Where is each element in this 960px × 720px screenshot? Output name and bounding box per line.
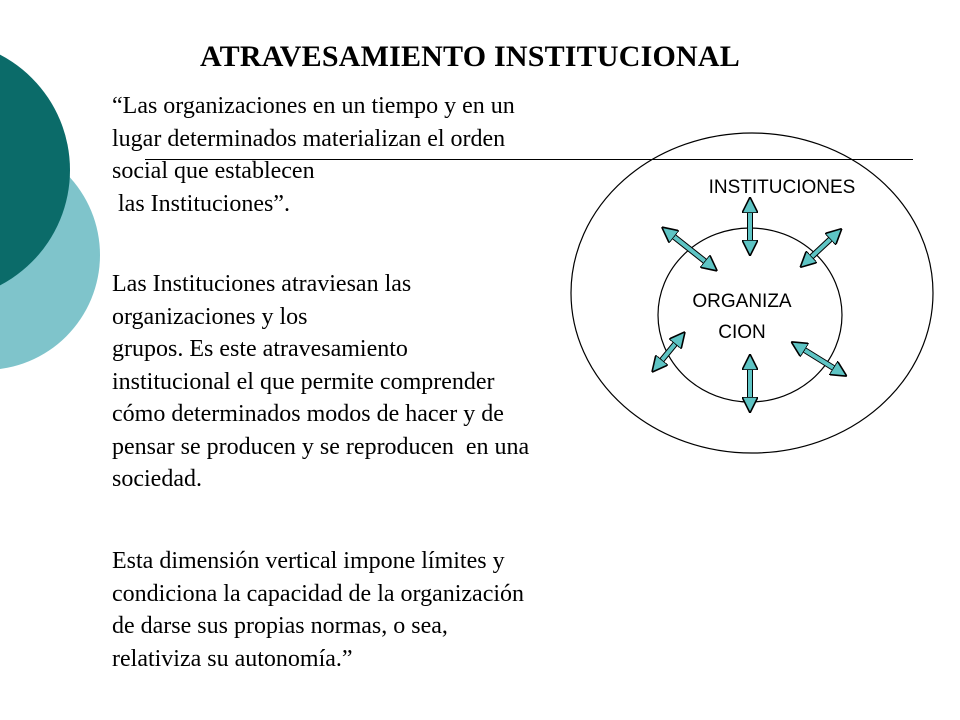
text-line: Las Instituciones atraviesan las (112, 271, 412, 297)
double-arrow (806, 234, 836, 262)
institutions-label: INSTITUCIONES (708, 177, 856, 198)
text-line: condiciona la capacidad de la organización (112, 580, 525, 607)
text-line: de darse sus propias normas, o sea, (112, 613, 448, 639)
organization-label-line1: ORGANIZA (692, 291, 792, 312)
text-line: Esta dimensión vertical impone límites y (112, 548, 505, 574)
text-line: las Instituciones”. (112, 190, 290, 217)
text-line: grupos. Es este atravesamiento (112, 336, 408, 362)
text-line: “Las organizaciones en un tiempo y en un (112, 93, 515, 119)
text-line: cómo determinados modos de hacer y de (112, 401, 504, 427)
text-line: lugar determinados materializan el orden (112, 125, 506, 152)
double-arrow (657, 338, 680, 366)
organization-label-line2: CION (718, 322, 766, 343)
text-line: sociedad. (112, 466, 202, 492)
text-line: institucional el que permite comprender (112, 368, 495, 395)
text-line: organizaciones y los (112, 303, 308, 330)
slide-title: ATRAVESAMIENTO INSTITUCIONAL (200, 40, 740, 73)
text-line: pensar se producen y se reproducen en una (112, 433, 530, 460)
text-line: relativiza su autonomía.” (112, 645, 353, 672)
text-line: social que establecen (112, 158, 315, 184)
double-arrow (668, 232, 711, 266)
